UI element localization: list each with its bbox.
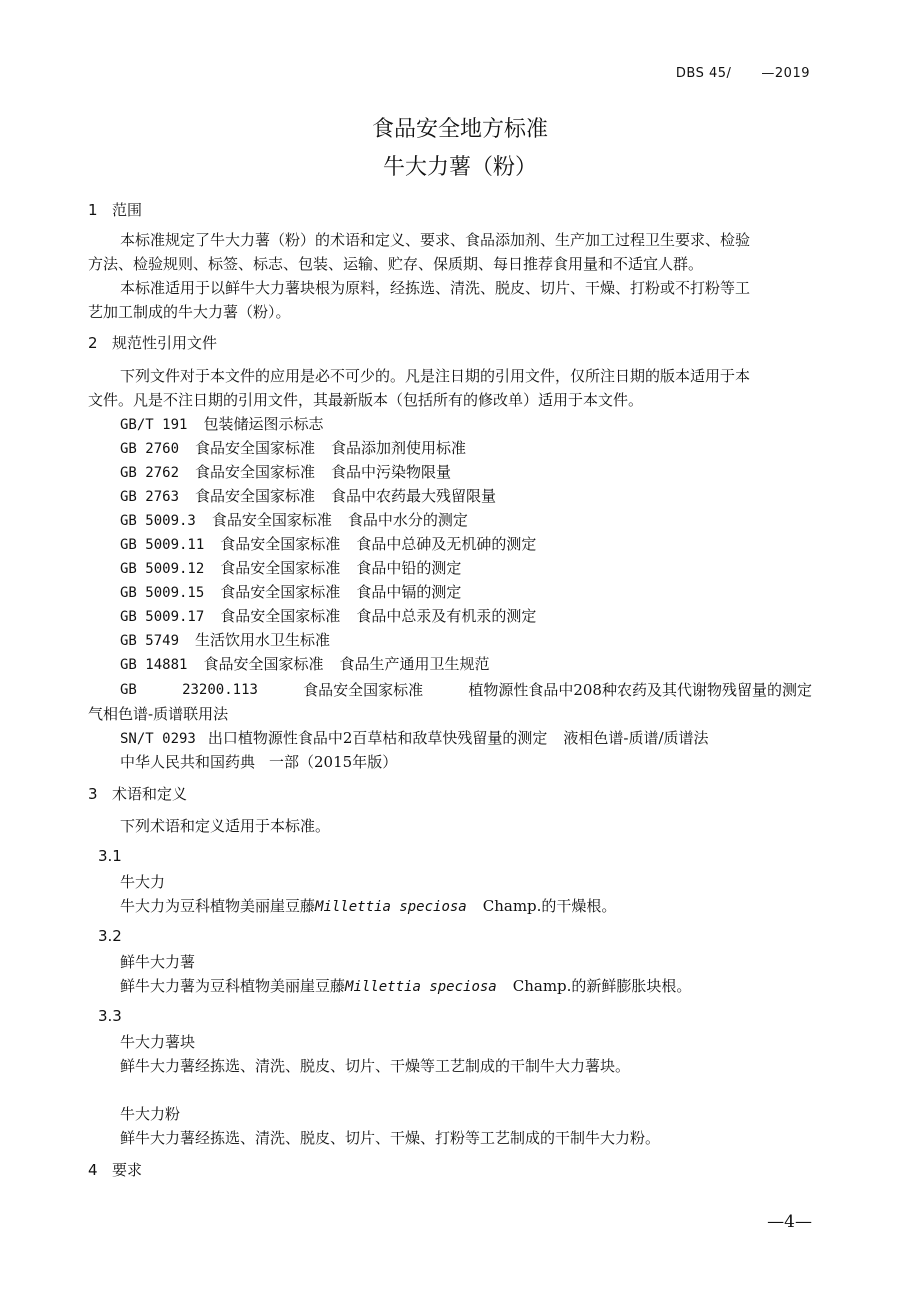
section-1-heading [88, 200, 142, 220]
ref-subtitle: 植物源性食品中208种农药及其代谢物残留量的测定 [468, 681, 812, 699]
section-3-heading [88, 784, 187, 804]
ref-title: 食品安全国家标准 [220, 607, 341, 625]
ref-subtitle: 食品中农药最大残留限量 [331, 487, 497, 505]
ref-title: 食品安全国家标准 [195, 487, 316, 505]
definition-text: Champ.的干燥根。 [482, 897, 617, 915]
ref-item-long [120, 680, 812, 700]
section-number: 2 [88, 334, 98, 352]
term-definition [120, 976, 691, 997]
ref-code: GB 14881 [120, 657, 188, 673]
code-right: —2019 [761, 66, 810, 81]
term-name: 牛大力粉 [120, 1105, 181, 1123]
ref-code: GB 5009.15 [120, 585, 205, 601]
definition-text: Champ.的新鲜膨胀块根。 [512, 977, 692, 995]
term-name: 牛大力薯块 [120, 1033, 196, 1051]
ref-item [120, 510, 468, 531]
section-4-heading [88, 1160, 142, 1180]
section-title: 术语和定义 [112, 785, 188, 803]
term-number: 3.2 [98, 927, 122, 945]
ref-item [120, 558, 461, 579]
ref-item [120, 606, 536, 627]
ref-code-prefix: GB [120, 682, 137, 698]
ref-code: GB 5009.12 [120, 561, 205, 577]
ref-code: GB 5009.11 [120, 537, 205, 553]
ref-code: GB 5749 [120, 633, 180, 649]
ref-subtitle: 食品中总汞及有机汞的测定 [356, 607, 537, 625]
ref-subtitle: 食品中污染物限量 [331, 463, 452, 481]
ref-subtitle: 食品中水分的测定 [347, 511, 468, 529]
term-number: 3.3 [98, 1007, 122, 1025]
ref-code: GB 2763 [120, 489, 180, 505]
ref-title: 食品安全国家标准 [220, 535, 341, 553]
ref-code: GB 2762 [120, 465, 180, 481]
ref-title: 食品安全国家标准 [220, 583, 341, 601]
ref-title: 中华人民共和国药典 [120, 753, 256, 771]
ref-item [120, 582, 461, 603]
ref-title: 包装储运图示标志 [203, 415, 324, 433]
s2-para-line1: 下列文件对于本文件的应用是必不可少的。凡是注日期的引用文件，仅所注日期的版本适用于本 [120, 367, 751, 385]
latin-name: Millettia speciosa [345, 979, 497, 995]
ref-item [120, 438, 466, 459]
definition-text: 鲜牛大力薯为豆科植物美丽崖豆藤 [120, 977, 346, 995]
term-definition [120, 896, 616, 917]
s2-para-line2: 文件。凡是不注日期的引用文件，其最新版本（包括所有的修改单）适用于本文件。 [88, 391, 644, 409]
section-title: 范围 [112, 201, 143, 219]
ref-subtitle: 食品添加剂使用标准 [331, 439, 467, 457]
latin-name: Millettia speciosa [315, 899, 467, 915]
ref-subtitle: 食品中总砷及无机砷的测定 [356, 535, 537, 553]
page-number: —4— [767, 1212, 812, 1232]
ref-subtitle: 液相色谱-质谱/质谱法 [563, 729, 709, 747]
ref-title: 生活饮用水卫生标准 [195, 631, 331, 649]
section-number: 4 [88, 1161, 98, 1179]
ref-subtitle: 食品中铅的测定 [356, 559, 462, 577]
ref-subtitle: 食品中镉的测定 [356, 583, 462, 601]
s1-para2-line2: 艺加工制成的牛大力薯（粉）。 [88, 303, 291, 321]
s3-intro: 下列术语和定义适用于本标准。 [120, 817, 331, 835]
term-name: 鲜牛大力薯 [120, 953, 196, 971]
section-number: 3 [88, 785, 98, 803]
section-title: 要求 [112, 1161, 143, 1179]
definition-text: 牛大力为豆科植物美丽崖豆藤 [120, 897, 316, 915]
term-definition: 鲜牛大力薯经拣选、清洗、脱皮、切片、干燥、打粉等工艺制成的干制牛大力粉。 [120, 1129, 661, 1147]
ref-item [120, 486, 496, 507]
ref-title: 食品安全国家标准 [195, 463, 316, 481]
ref-item [120, 728, 709, 749]
ref-item [120, 462, 451, 483]
ref-item [120, 534, 536, 555]
ref-item [120, 752, 397, 772]
ref-code: GB 5009.17 [120, 609, 205, 625]
ref-code-number: 23200.113 [182, 682, 258, 698]
section-title: 规范性引用文件 [112, 334, 218, 352]
term-definition: 鲜牛大力薯经拣选、清洗、脱皮、切片、干燥等工艺制成的干制牛大力薯块。 [120, 1057, 631, 1075]
ref-title: 食品安全国家标准 [195, 439, 316, 457]
term-name: 牛大力 [120, 873, 166, 891]
ref-code: GB 2760 [120, 441, 180, 457]
ref-subtitle: 一部（2015年版） [269, 753, 398, 771]
ref-code: SN/T 0293 [120, 731, 196, 747]
section-2-heading [88, 333, 217, 353]
doc-title-line1: 食品安全地方标准 [371, 117, 548, 142]
term-number: 3.1 [98, 847, 122, 865]
s1-para1-line1: 本标准规定了牛大力薯（粉）的术语和定义、要求、食品添加剂、生产加工过程卫生要求、检验 [120, 231, 751, 249]
ref-title: 食品安全国家标准 [203, 655, 324, 673]
ref-title: 食品安全国家标准 [211, 511, 332, 529]
ref-subtitle: 食品生产通用卫生规范 [339, 655, 490, 673]
s1-para1-line2: 方法、检验规则、标签、标志、包装、运输、贮存、保质期、每日推荐食用量和不适宜人群。 [88, 255, 704, 273]
doc-title-line2: 牛大力薯（粉） [382, 155, 537, 180]
ref-item [120, 630, 330, 651]
ref-code: GB 5009.3 [120, 513, 196, 529]
ref-item [120, 654, 489, 675]
code-left: DBS 45/ [675, 66, 732, 81]
ref-item [120, 414, 323, 435]
section-number: 1 [88, 201, 98, 219]
ref-title: 出口植物源性食品中2百草枯和敌草快残留量的测定 [207, 729, 548, 747]
document-code [676, 66, 810, 81]
ref-title: 食品安全国家标准 [220, 559, 341, 577]
ref-title: 食品安全国家标准 [303, 681, 424, 699]
s1-para2-line1: 本标准适用于以鲜牛大力薯块根为原料，经拣选、清洗、脱皮、切片、干燥、打粉或不打粉等工 [120, 279, 751, 297]
ref-item-long-cont: 气相色谱-质谱联用法 [88, 705, 229, 723]
ref-code: GB/T 191 [120, 417, 188, 433]
